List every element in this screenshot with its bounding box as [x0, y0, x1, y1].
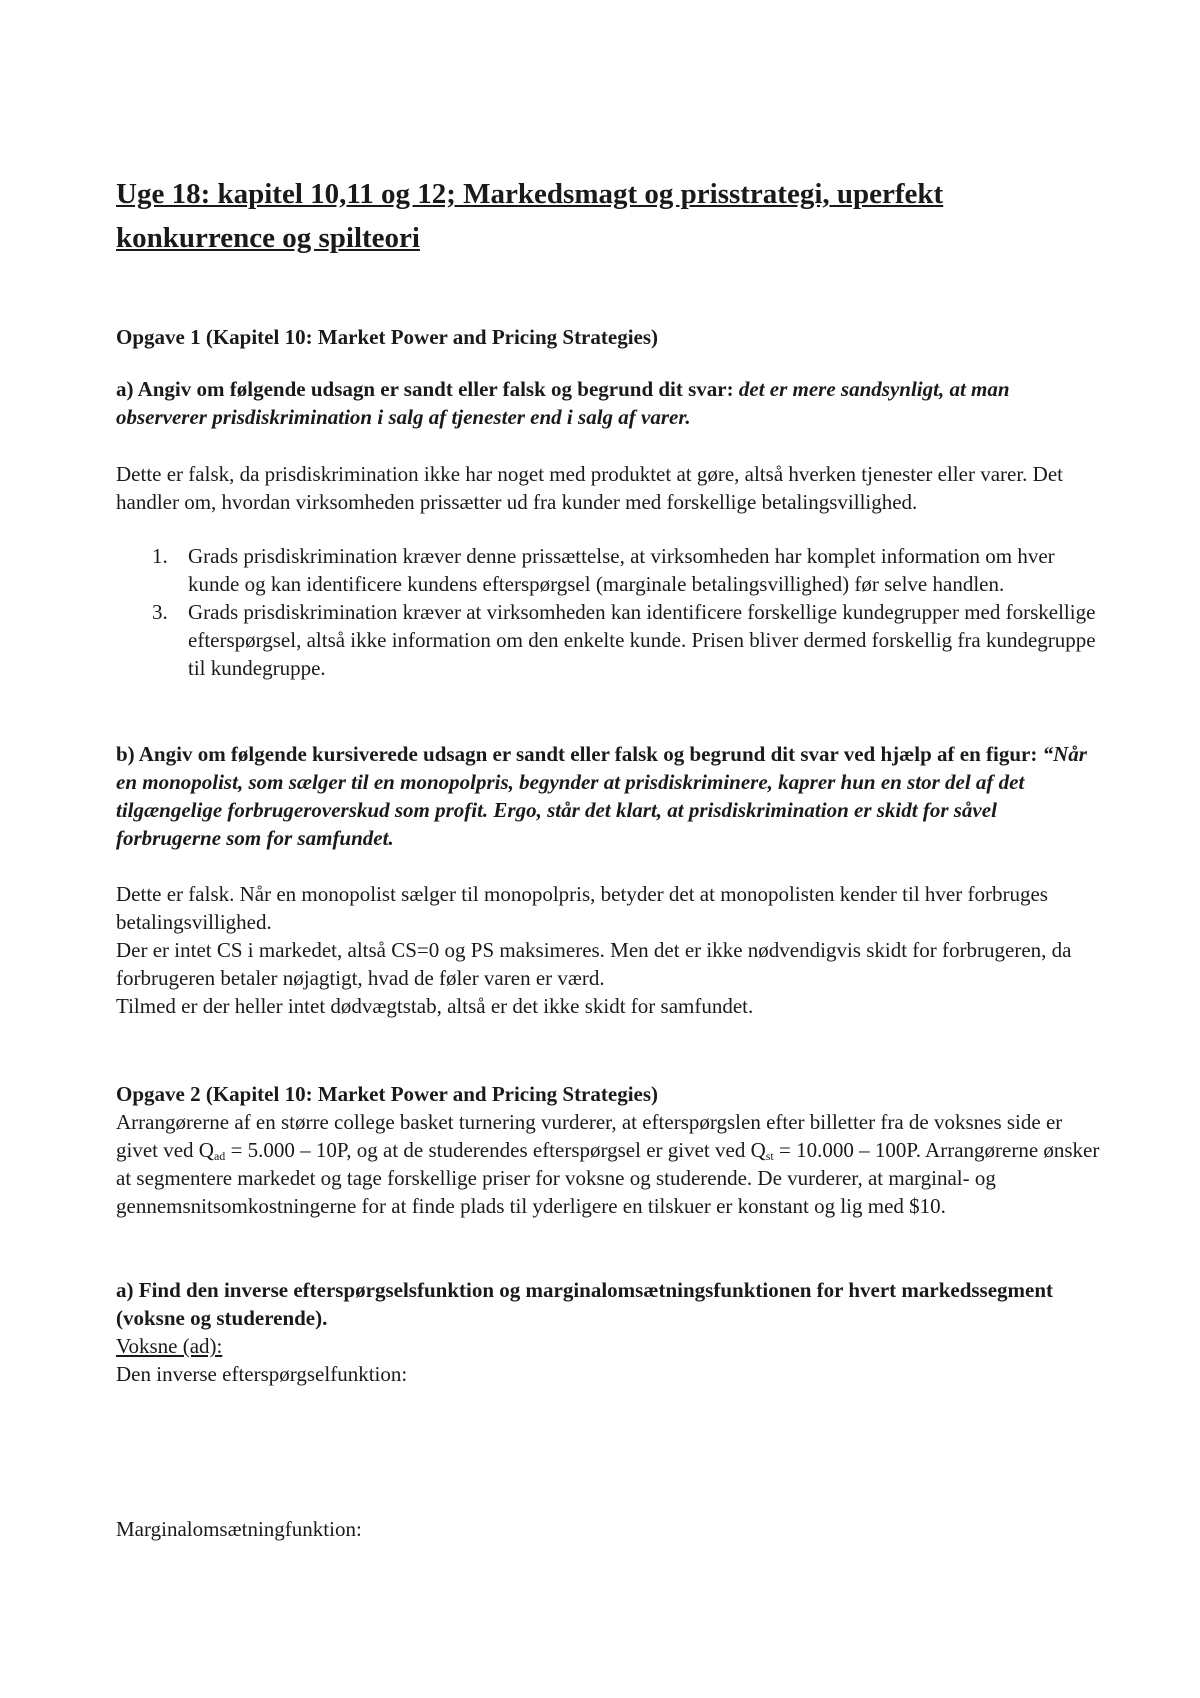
subscript-ad: ad	[213, 1149, 226, 1163]
list-item-number: 3.	[152, 600, 168, 624]
opgave2-intro-part1: Arrangørerne af en større college basket turnering vurderer, at efterspørgslen efter billetter fra de voksnes side er givet ved Q	[116, 1110, 1063, 1162]
opgave1-b-answer	[116, 880, 1106, 1020]
opgave2-a-question: a) Find den inverse efterspørgselsfunktion og marginalomsætningsfunktionen for hvert markedssegment (voksne og studerende).	[116, 1278, 1054, 1330]
inverse-demand-label: Den inverse efterspørgselfunktion:	[116, 1362, 408, 1386]
voksne-label: Voksne (ad):	[116, 1334, 223, 1358]
opgave1-a-question-italic: det er mere sandsynligt, at man observerer prisdiskrimination i salg af tjenester end i salg af varer.	[116, 377, 1010, 429]
opgave2-intro	[116, 1108, 1106, 1220]
opgave1-b-question-bold: b) Angiv om følgende kursiverede udsagn er sandt eller falsk og begrund dit svar ved hjælp af en figur:	[116, 742, 1038, 766]
opgave2-intro-part3: = 10.000 – 100P. Arrangørerne ønsker at segmentere markedet og tage forskellige priser for voksne og studerende. De vurderer, at marginal- og gennemsnitsomkostningerne for at finde plads til yderligere en tilskuer er konstant og lig med $10.	[116, 1138, 1100, 1218]
opgave1-b-question-italic: “Når en monopolist, som sælger til en monopolpris, begynder at prisdiskriminere, kaprer hun en stor del af det tilgængelige forbrugeroverskud som profit. Ergo, står det klart, at prisdiskrimination er skidt for såvel forbrugerne som for samfundet.	[116, 742, 1087, 850]
opgave1-a-question-bold: a) Angiv om følgende udsagn er sandt eller falsk og begrund dit svar:	[116, 377, 734, 401]
opgave1-a-list	[116, 542, 1096, 682]
opgave1-b-answer-3: Tilmed er der heller intet dødvægtstab, altså er det ikke skidt for samfundet.	[116, 994, 754, 1018]
opgave1-a-answer: Dette er falsk, da prisdiskrimination ikke har noget med produktet at gøre, altså hverken tjenester eller varer. Det handler om, hvordan virksomheden prissætter ud fra kunder med forskellige betalingsvillighed.	[116, 462, 1063, 514]
opgave1-b-answer-2: Der er intet CS i markedet, altså CS=0 og PS maksimeres. Men det er ikke nødvendigvis skidt for forbrugeren, da forbrugeren betaler nøjagtigt, hvad de føler varen er værd.	[116, 938, 1072, 990]
opgave2-heading: Opgave 2 (Kapitel 10: Market Power and Pricing Strategies)	[116, 1082, 659, 1106]
opgave1-b-answer-1: Dette er falsk. Når en monopolist sælger til monopolpris, betyder det at monopolisten kender til hver forbruges betalingsvillighed.	[116, 882, 1048, 934]
opgave1-heading: Opgave 1 (Kapitel 10: Market Power and Pricing Strategies)	[116, 325, 659, 349]
opgave1-b-question	[116, 740, 1106, 852]
opgave2-intro-part2: = 5.000 – 10P, og at de studerendes efterspørgsel er givet ved Q	[225, 1138, 766, 1162]
list-item-text: Grads prisdiskrimination kræver denne prissættelse, at virksomheden har komplet information om hver kunde og kan identificere kundens efterspørgsel (marginale betalingsvillighed) før selve handlen.	[188, 544, 1055, 596]
list-item	[116, 598, 1096, 682]
subscript-st: st	[765, 1149, 774, 1163]
list-item-number: 1.	[152, 544, 168, 568]
page-title: Uge 18: kapitel 10,11 og 12; Markedsmagt og prisstrategi, uperfekt konkurrence og spilteori	[116, 178, 944, 254]
list-item-text: Grads prisdiskrimination kræver at virksomheden kan identificere forskellige kundegrupper med forskellige efterspørgsel, altså ikke information om den enkelte kunde. Prisen bliver dermed forskellig fra kundegruppe til kundegruppe.	[188, 600, 1096, 680]
list-item	[116, 542, 1096, 598]
opgave1-a-question	[116, 375, 1076, 431]
marginal-revenue-label: Marginalomsætningfunktion:	[116, 1517, 362, 1541]
